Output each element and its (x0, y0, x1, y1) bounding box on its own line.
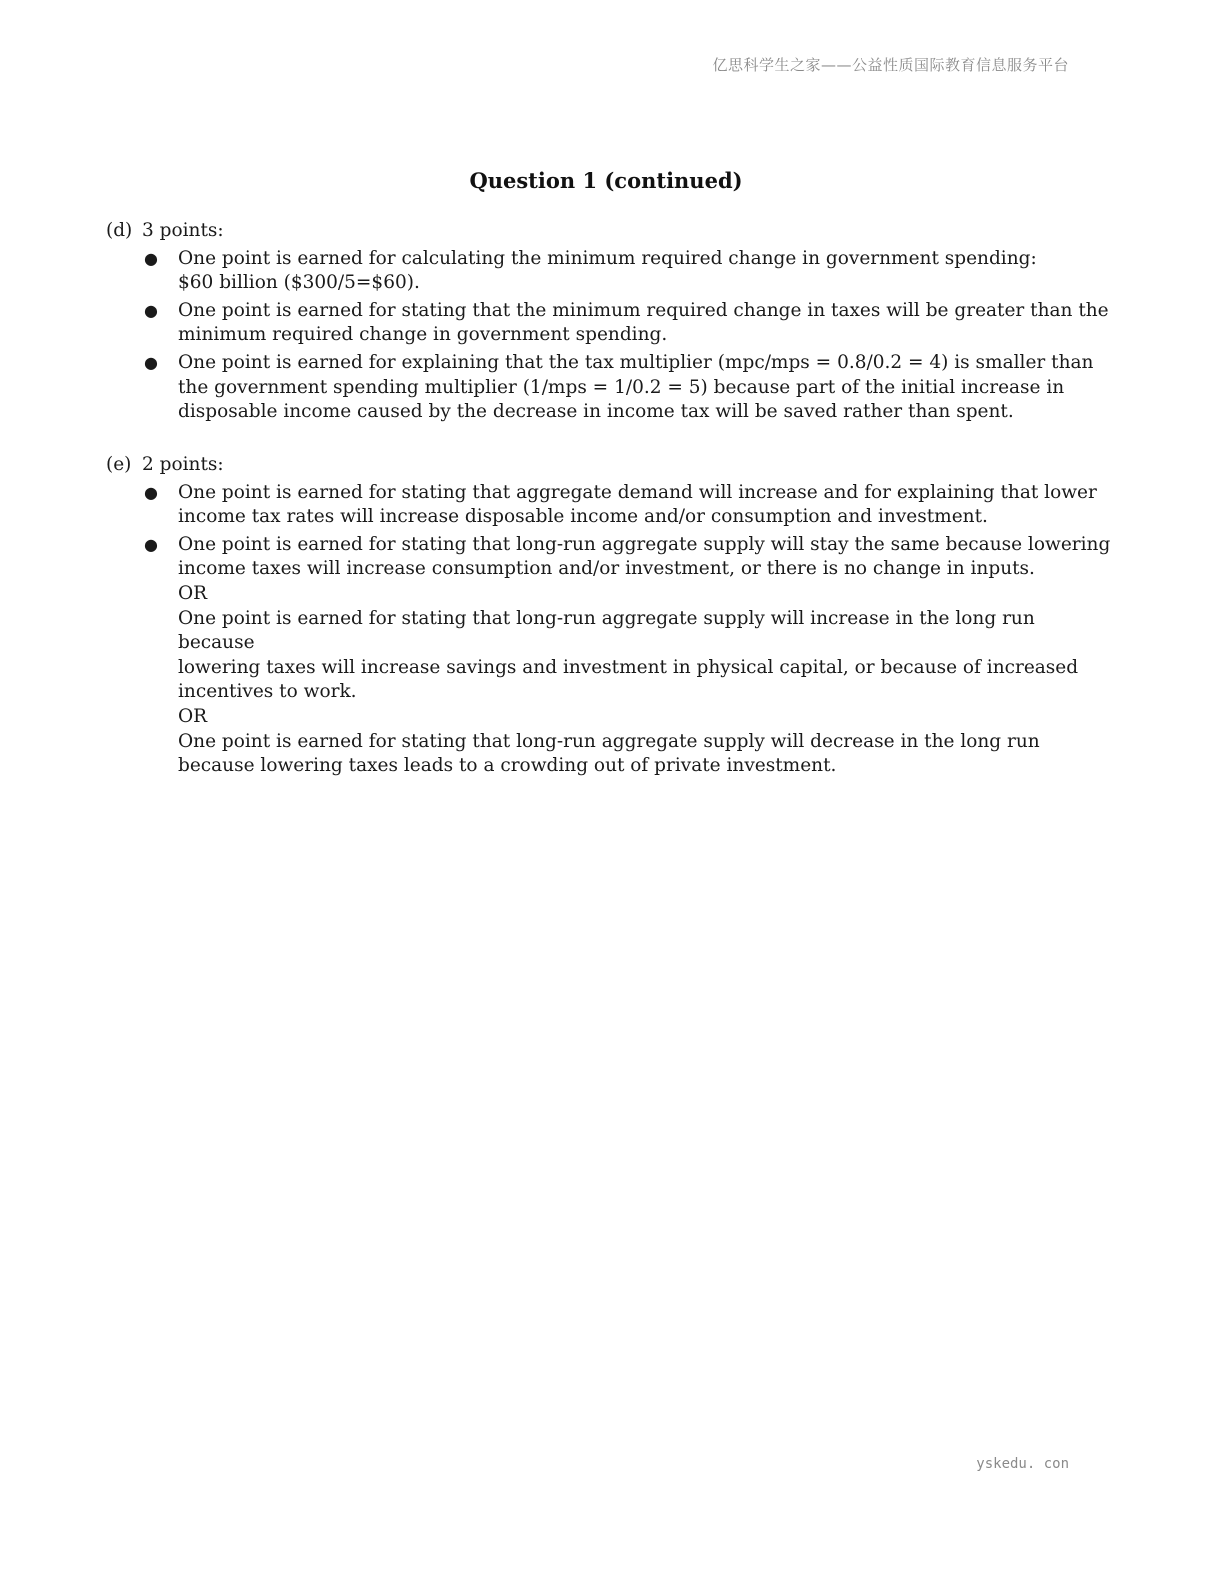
footer-site-text: yskedu. con (976, 1456, 1069, 1472)
or-separator: OR (178, 582, 208, 604)
part-points: 2 points: (142, 454, 224, 475)
part-letter: (e) (106, 454, 132, 475)
bullet-line: because lowering taxes leads to a crowding out of private investment. (178, 755, 837, 777)
bullet-line: One point is earned for stating that long-run aggregate supply will decrease in the long run (178, 730, 1040, 752)
part-e-heading (106, 453, 1116, 478)
list-item (106, 247, 1116, 296)
part-d-heading (106, 219, 1116, 244)
part-e (106, 453, 1116, 782)
bullet-icon: ● (144, 248, 158, 268)
list-item (106, 533, 1116, 779)
bullet-line: disposable income caused by the decrease in income tax will be saved rather than spent. (178, 401, 1014, 423)
bullet-icon: ● (144, 352, 158, 372)
bullet-icon: ● (144, 300, 158, 320)
bullet-line: income taxes will increase consumption and/or investment, or there is no change in inputs. (178, 558, 1035, 580)
bullet-line: the government spending multiplier (1/mps = 1/0.2 = 5) because part of the initial increase in (178, 376, 1065, 398)
part-points: 3 points: (142, 220, 224, 241)
bullet-line: One point is earned for stating that long-run aggregate supply will increase in the long run because (178, 607, 1035, 654)
part-d (106, 219, 1116, 428)
header-watermark: 亿思科学生之家——公益性质国际教育信息服务平台 (712, 56, 1069, 74)
list-item (106, 481, 1116, 530)
bullet-icon: ● (144, 482, 158, 502)
bullet-line: One point is earned for stating that the minimum required change in taxes will be greater than the (178, 299, 1109, 321)
list-item (106, 299, 1116, 348)
or-separator: OR (178, 705, 208, 727)
bullet-line: minimum required change in government spending. (178, 324, 668, 346)
page-title: Question 1 (continued) (469, 168, 743, 193)
bullet-line: One point is earned for calculating the minimum required change in government spending: (178, 247, 1037, 269)
bullet-line: lowering taxes will increase savings and investment in physical capital, or because of increased (178, 656, 1079, 678)
list-item (106, 351, 1116, 425)
part-letter: (d) (106, 220, 133, 241)
bullet-line: One point is earned for explaining that the tax multiplier (mpc/mps = 0.8/0.2 = 4) is smaller than (178, 351, 1094, 373)
bullet-line: One point is earned for stating that long-run aggregate supply will stay the same because lowering (178, 533, 1111, 555)
bullet-line: incentives to work. (178, 681, 357, 703)
bullet-line: One point is earned for stating that aggregate demand will increase and for explaining that lower (178, 481, 1097, 503)
bullet-line: $60 billion ($300/5=$60). (178, 272, 420, 294)
bullet-icon: ● (144, 534, 158, 554)
bullet-line: income tax rates will increase disposable income and/or consumption and investment. (178, 506, 988, 528)
part-e-bullet-list (106, 481, 1116, 779)
part-d-bullet-list (106, 247, 1116, 425)
